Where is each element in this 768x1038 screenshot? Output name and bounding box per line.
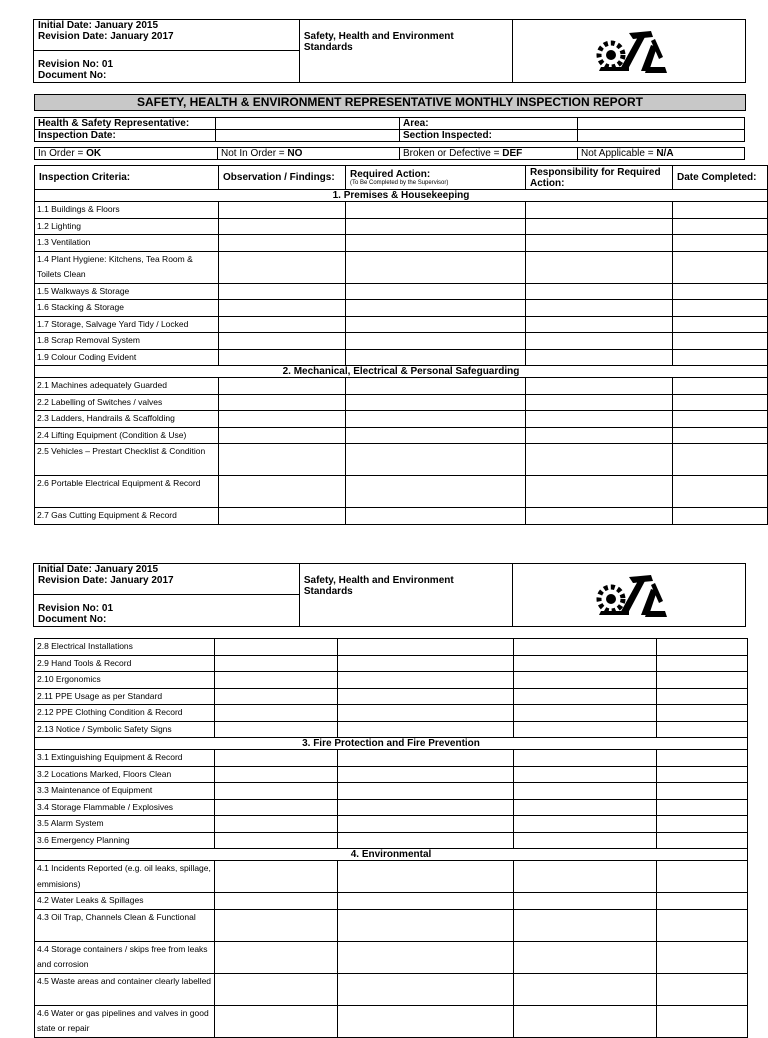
table-row: 1.9 Colour Coding Evident — [35, 349, 768, 366]
inspection-info-table — [34, 117, 745, 142]
header-dates — [34, 20, 300, 51]
revision-date: Revision Date: January 2017 — [38, 575, 174, 586]
rating-legend — [34, 147, 745, 160]
section-header: 3. Fire Protection and Fire Prevention — [35, 738, 748, 750]
document-header — [33, 19, 746, 83]
legend-na: Not Applicable = N/A — [578, 148, 745, 160]
company-logo — [512, 564, 745, 627]
column-header-row — [35, 166, 768, 190]
table-row: 4.6 Water or gas pipelines and valves in good state or repair — [35, 1005, 748, 1037]
section-field[interactable] — [578, 130, 745, 142]
header-document-info — [34, 595, 300, 627]
table-row: 4.5 Waste areas and container clearly labelled — [35, 973, 748, 1005]
legend-no: Not In Order = NO — [218, 148, 400, 160]
report-title: SAFETY, HEALTH & ENVIRONMENT REPRESENTATIVE MONTHLY INSPECTION REPORT — [34, 94, 746, 111]
table-row: 1.1 Buildings & Floors — [35, 202, 768, 219]
document-number: Document No: — [38, 614, 107, 625]
area-label: Area: — [400, 118, 578, 130]
table-row: 1.4 Plant Hygiene: Kitchens, Tea Room & Toilets Clean — [35, 251, 768, 283]
table-row: 1.6 Stacking & Storage — [35, 300, 768, 317]
table-row: 3.6 Emergency Planning — [35, 832, 748, 849]
initial-date: Initial Date: January 2015 — [38, 564, 159, 575]
inspection-table-page2 — [34, 638, 748, 1038]
table-row: 4.1 Incidents Reported (e.g. oil leaks, spillage, emmisions) — [35, 861, 748, 893]
standard-title: Safety, Health and Environment Standards — [299, 20, 512, 83]
table-row: 2.2 Labelling of Switches / valves — [35, 394, 768, 411]
company-logo — [512, 20, 745, 83]
table-row: 2.7 Gas Cutting Equipment & Record — [35, 508, 768, 525]
document-number: Document No: — [38, 70, 107, 81]
table-row: 1.3 Ventilation — [35, 235, 768, 252]
table-row: 2.12 PPE Clothing Condition & Record — [35, 705, 748, 722]
col-responsibility: Responsibility for Required Action: — [526, 166, 673, 190]
table-row: 1.5 Walkways & Storage — [35, 283, 768, 300]
table-row: 2.5 Vehicles – Prestart Checklist & Condition — [35, 444, 768, 476]
table-row: 2.8 Electrical Installations — [35, 639, 748, 656]
table-row: 2.1 Machines adequately Guarded — [35, 378, 768, 395]
table-row: 2.13 Notice / Symbolic Safety Signs — [35, 721, 748, 738]
col-criteria: Inspection Criteria: — [35, 166, 219, 190]
table-row: 2.3 Ladders, Handrails & Scaffolding — [35, 411, 768, 428]
table-row: 3.1 Extinguishing Equipment & Record — [35, 750, 748, 767]
standard-title: Safety, Health and Environment Standards — [299, 564, 512, 627]
area-field[interactable] — [578, 118, 745, 130]
legend-def: Broken or Defective = DEF — [400, 148, 578, 160]
table-row: 2.9 Hand Tools & Record — [35, 655, 748, 672]
table-row: 4.2 Water Leaks & Spillages — [35, 893, 748, 910]
table-row: 3.3 Maintenance of Equipment — [35, 783, 748, 800]
section-header: 1. Premises & Housekeeping — [35, 190, 768, 202]
revision-number: Revision No: 01 — [38, 59, 114, 70]
date-field[interactable] — [216, 130, 400, 142]
initial-date: Initial Date: January 2015 — [38, 20, 159, 31]
header-document-info — [34, 51, 300, 83]
revision-date: Revision Date: January 2017 — [38, 31, 174, 42]
table-row: 1.7 Storage, Salvage Yard Tidy / Locked — [35, 316, 768, 333]
table-row: 2.11 PPE Usage as per Standard — [35, 688, 748, 705]
revision-number: Revision No: 01 — [38, 603, 114, 614]
table-row: 3.2 Locations Marked, Floors Clean — [35, 766, 748, 783]
rep-label: Health & Safety Representative: — [35, 118, 216, 130]
section-header: 2. Mechanical, Electrical & Personal Safeguarding — [35, 366, 768, 378]
table-row: 2.6 Portable Electrical Equipment & Record — [35, 476, 768, 508]
table-row: 1.2 Lighting — [35, 218, 768, 235]
inspection-table-page1 — [34, 165, 768, 525]
table-row: 3.5 Alarm System — [35, 816, 748, 833]
header-dates — [34, 564, 300, 595]
rep-field[interactable] — [216, 118, 400, 130]
legend-ok: In Order = OK — [35, 148, 218, 160]
col-date-completed: Date Completed: — [673, 166, 768, 190]
col-required-action: Required Action: (To Be Completed by the Supervisor) — [346, 166, 526, 190]
table-row: 1.8 Scrap Removal System — [35, 333, 768, 350]
tools-logo-icon — [589, 27, 669, 75]
date-label: Inspection Date: — [35, 130, 216, 142]
section-header: 4. Environmental — [35, 849, 748, 861]
section-label: Section Inspected: — [400, 130, 578, 142]
table-row: 2.10 Ergonomics — [35, 672, 748, 689]
table-row: 3.4 Storage Flammable / Explosives — [35, 799, 748, 816]
table-row: 4.4 Storage containers / skips free from leaks and corrosion — [35, 941, 748, 973]
col-observation: Observation / Findings: — [219, 166, 346, 190]
document-header-page2 — [33, 563, 746, 627]
table-row: 2.4 Lifting Equipment (Condition & Use) — [35, 427, 768, 444]
table-row: 4.3 Oil Trap, Channels Clean & Functional — [35, 909, 748, 941]
tools-logo-icon — [589, 571, 669, 619]
